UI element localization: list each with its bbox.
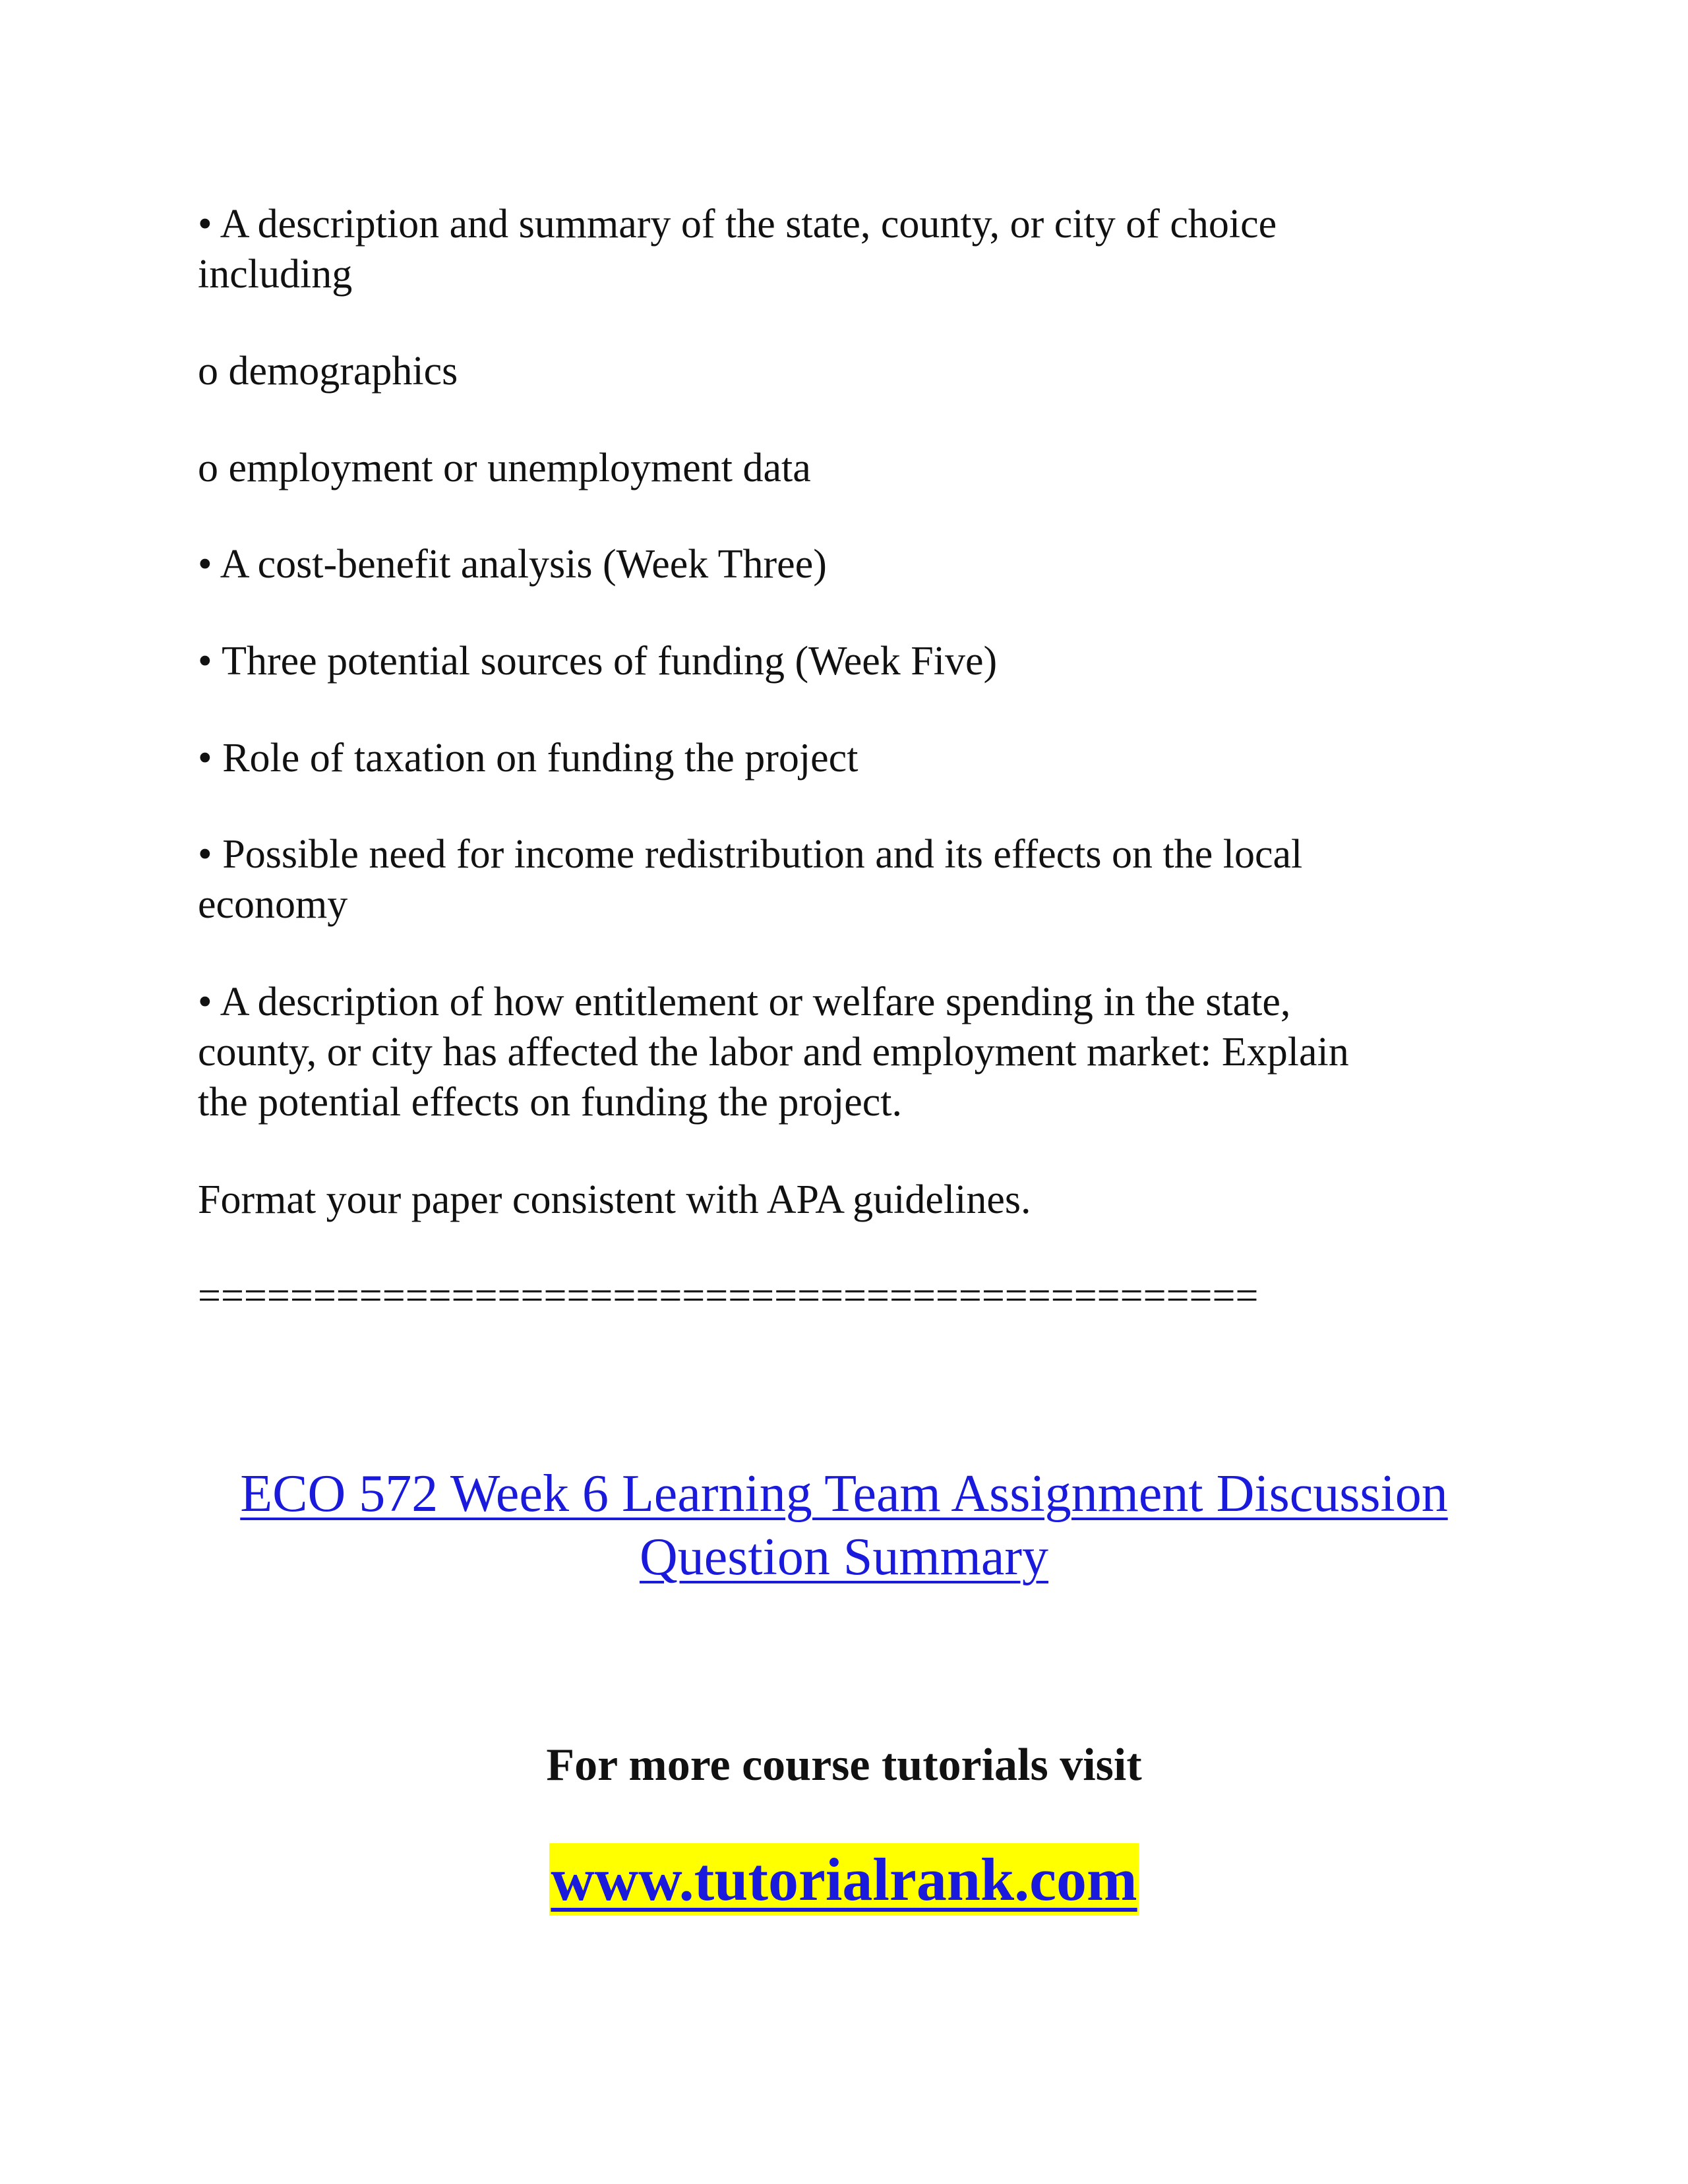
text-line: o employment or unemployment data: [198, 446, 811, 490]
bullet-entitlement-spending: [198, 977, 1490, 1127]
bullet-description-summary: [198, 199, 1490, 299]
text-line: • A description and summary of the state, county, or city of choice: [198, 202, 1277, 247]
text-line: Format your paper consistent with APA guidelines.: [198, 1177, 1031, 1222]
text-line: • Role of taxation on funding the project: [198, 736, 859, 781]
separator-line: ==============================================: [198, 1274, 1259, 1318]
bullet-income-redistribution: [198, 829, 1490, 930]
promo-text: For more course tutorials visit: [546, 1740, 1142, 1790]
text-line: • A cost-benefit analysis (Week Three): [198, 542, 827, 587]
text-line: county, or city has affected the labor and employment market: Explain: [198, 1030, 1349, 1075]
subitem-employment-data: [198, 443, 1490, 493]
text-line: o demographics: [198, 349, 458, 394]
text-line: including: [198, 252, 353, 297]
bullet-taxation: [198, 733, 1490, 783]
next-assignment-link[interactable]: [0, 1462, 1688, 1589]
link-line: ECO 572 Week 6 Learning Team Assignment Discussion: [240, 1465, 1448, 1523]
promo-site-wrap: [0, 1843, 1688, 1916]
text-line: the potential effects on funding the project.: [198, 1080, 903, 1125]
tutorialrank-site-link[interactable]: www.tutorialrank.com: [549, 1843, 1138, 1916]
text-line: economy: [198, 882, 348, 927]
apa-format-note: [198, 1175, 1490, 1225]
bullet-funding-sources: [198, 636, 1490, 686]
link-line: Question Summary: [640, 1528, 1048, 1586]
text-line: • Three potential sources of funding (Week Five): [198, 639, 998, 684]
subitem-demographics: [198, 346, 1490, 396]
text-line: • Possible need for income redistribution and its effects on the local: [198, 832, 1303, 877]
text-line: • A description of how entitlement or welfare spending in the state,: [198, 980, 1291, 1024]
bullet-cost-benefit: [198, 539, 1490, 589]
